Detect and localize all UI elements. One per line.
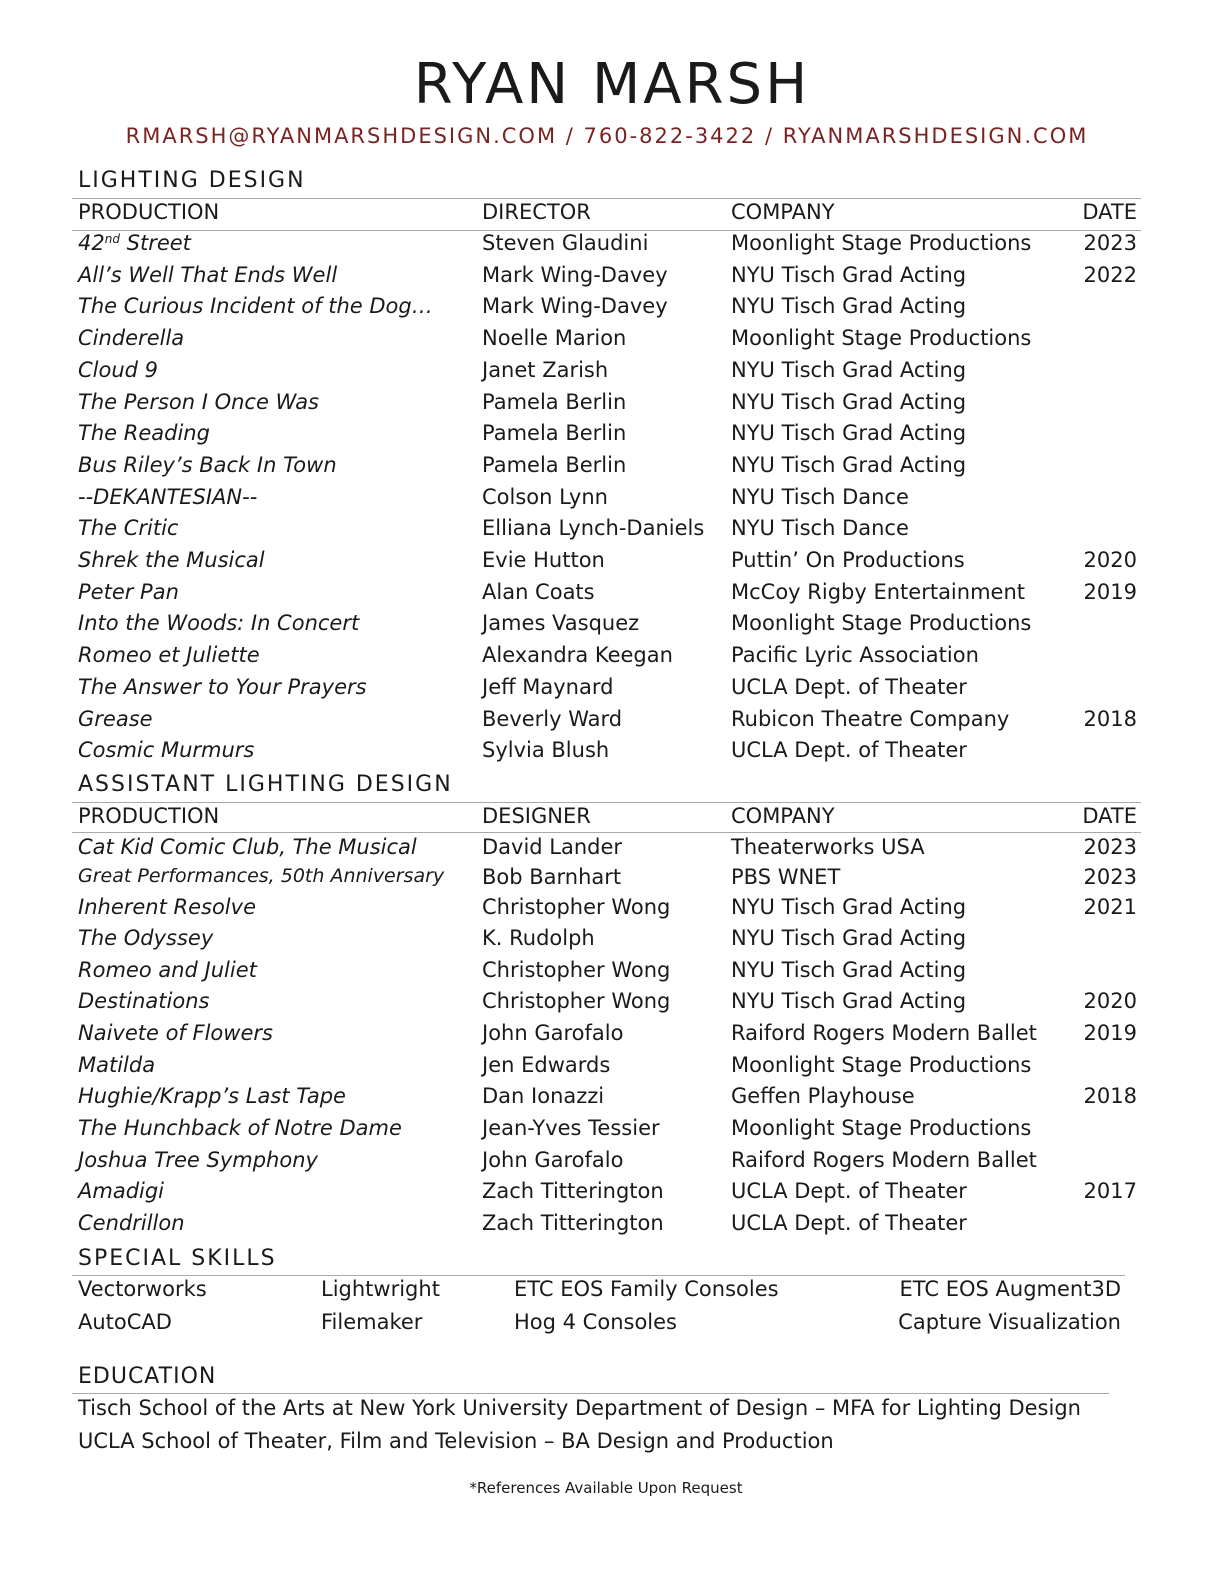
- table-row: [0, 1148, 1224, 1180]
- company-cell: UCLA Dept. of Theater: [731, 1179, 967, 1203]
- production-cell: The Answer to Your Prayers: [78, 674, 367, 699]
- person-cell: Pamela Berlin: [482, 421, 627, 446]
- production-cell: Great Performances, 50th Anniversary: [78, 865, 445, 887]
- person-cell: K. Rudolph: [482, 926, 595, 950]
- production-cell: All’s Well That Ends Well: [78, 262, 338, 287]
- company-cell: NYU Tisch Grad Acting: [731, 389, 967, 414]
- section-title-special-skills: SPECIAL SKILLS: [78, 1246, 277, 1271]
- company-cell: UCLA Dept. of Theater: [731, 674, 967, 699]
- person-cell: Christopher Wong: [482, 989, 671, 1013]
- table-row: [0, 895, 1224, 927]
- company-cell: Moonlight Stage Productions: [731, 231, 1032, 255]
- production-cell: Cloud 9: [78, 357, 159, 382]
- person-cell: John Garofalo: [482, 1148, 624, 1172]
- date-cell: 2018: [1083, 1084, 1137, 1108]
- date-cell: 2020: [1083, 548, 1137, 572]
- company-cell: NYU Tisch Dance: [731, 516, 909, 541]
- date-cell: 2023: [1083, 835, 1137, 859]
- person-cell: Jen Edwards: [482, 1053, 611, 1077]
- production-cell: The Odyssey: [78, 926, 214, 950]
- company-cell: NYU Tisch Grad Acting: [731, 357, 967, 382]
- company-cell: NYU Tisch Grad Acting: [731, 262, 967, 287]
- skill-item: Filemaker: [321, 1310, 423, 1334]
- references-note: *References Available Upon Request: [469, 1479, 743, 1497]
- person-cell: Christopher Wong: [482, 958, 671, 982]
- table-row: [0, 548, 1224, 580]
- table-row: [0, 926, 1224, 958]
- company-cell: Rubicon Theatre Company: [731, 706, 1010, 731]
- company-cell: UCLA Dept. of Theater: [731, 1211, 967, 1235]
- column-header-company: COMPANY: [731, 804, 835, 828]
- education-line: UCLA School of Theater, Film and Television – BA Design and Production: [78, 1429, 834, 1453]
- production-cell: Into the Woods: In Concert: [78, 611, 360, 636]
- table-row: [0, 294, 1224, 326]
- table-row: [0, 675, 1224, 707]
- date-cell: 2017: [1083, 1179, 1137, 1203]
- column-header-designer: DESIGNER: [482, 804, 591, 828]
- table-row: [0, 707, 1224, 739]
- table-row: [0, 485, 1224, 517]
- person-cell: John Garofalo: [482, 1021, 624, 1045]
- person-cell: Noelle Marion: [482, 326, 627, 351]
- production-cell: --DEKANTESIAN--: [78, 484, 258, 509]
- production-cell: Romeo and Juliet: [78, 958, 257, 982]
- skill-item: ETC EOS Family Consoles: [514, 1277, 779, 1301]
- person-cell: Jeff Maynard: [482, 674, 614, 699]
- table-row: [0, 958, 1224, 990]
- company-cell: Raiford Rogers Modern Ballet: [731, 1148, 1037, 1172]
- table-row: [0, 390, 1224, 422]
- person-cell: Zach Titterington: [482, 1211, 664, 1235]
- skill-item: ETC EOS Augment3D: [899, 1277, 1121, 1301]
- company-cell: UCLA Dept. of Theater: [731, 738, 967, 763]
- production-cell: Amadigi: [78, 1179, 165, 1203]
- skill-item: Hog 4 Consoles: [514, 1310, 677, 1334]
- date-cell: 2019: [1083, 579, 1137, 604]
- company-cell: NYU Tisch Grad Acting: [731, 958, 967, 982]
- education-line: Tisch School of the Arts at New York University Department of Design – MFA for Lighting Design: [78, 1396, 1081, 1420]
- table-row: [0, 643, 1224, 675]
- person-cell: Janet Zarish: [482, 357, 609, 382]
- company-cell: NYU Tisch Grad Acting: [731, 926, 967, 950]
- person-cell: Sylvia Blush: [482, 738, 610, 763]
- person-cell: Steven Glaudini: [482, 231, 649, 255]
- column-header-date: DATE: [1082, 804, 1137, 828]
- contact-line: RMARSH@RYANMARSHDESIGN.COM / 760-822-3422 / RYANMARSHDESIGN.COM: [125, 124, 1089, 148]
- person-cell: Mark Wing-Davey: [482, 262, 668, 287]
- table-row: [0, 835, 1224, 867]
- production-cell: The Hunchback of Notre Dame: [78, 1116, 402, 1140]
- production-cell: Naivete of Flowers: [78, 1021, 273, 1045]
- production-cell: The Person I Once Was: [78, 389, 319, 414]
- company-cell: NYU Tisch Grad Acting: [731, 452, 967, 477]
- company-cell: Moonlight Stage Productions: [731, 326, 1032, 351]
- person-cell: Mark Wing-Davey: [482, 294, 668, 319]
- production-cell: Grease: [78, 706, 153, 731]
- column-header-production: PRODUCTION: [78, 200, 220, 224]
- person-cell: Pamela Berlin: [482, 389, 627, 414]
- table-row: [0, 263, 1224, 295]
- company-cell: Moonlight Stage Productions: [731, 1053, 1032, 1077]
- column-header-director: DIRECTOR: [482, 200, 591, 224]
- skills-row: [0, 1277, 1224, 1309]
- production-cell: The Curious Incident of the Dog…: [78, 294, 433, 319]
- header-divider: [72, 832, 1141, 833]
- table-row: [0, 1116, 1224, 1148]
- person-cell: Elliana Lynch-Daniels: [482, 516, 705, 541]
- company-cell: NYU Tisch Grad Acting: [731, 895, 967, 919]
- table-row: [0, 611, 1224, 643]
- skill-item: Lightwright: [321, 1277, 440, 1301]
- date-cell: 2023: [1083, 231, 1137, 255]
- production-cell: The Critic: [78, 516, 179, 541]
- table-row: [0, 865, 1224, 897]
- company-cell: Pacific Lyric Association: [731, 643, 979, 668]
- person-cell: Bob Barnhart: [482, 865, 622, 889]
- production-cell: Hughie/Krapp’s Last Tape: [78, 1084, 346, 1108]
- company-cell: NYU Tisch Grad Acting: [731, 294, 967, 319]
- production-cell: [78, 231, 191, 255]
- skill-item: AutoCAD: [78, 1310, 172, 1334]
- table-header: [0, 200, 1224, 232]
- production-cell: Inherent Resolve: [78, 895, 256, 919]
- table-row: [0, 231, 1224, 263]
- company-cell: NYU Tisch Dance: [731, 484, 909, 509]
- section-title-assistant-lighting-design: ASSISTANT LIGHTING DESIGN: [78, 772, 453, 797]
- company-cell: Raiford Rogers Modern Ballet: [731, 1021, 1037, 1045]
- person-cell: Beverly Ward: [482, 706, 623, 731]
- column-header-company: COMPANY: [731, 200, 835, 224]
- production-cell: Romeo et Juliette: [78, 643, 260, 668]
- column-header-production: PRODUCTION: [78, 804, 220, 828]
- company-cell: Moonlight Stage Productions: [731, 1116, 1032, 1140]
- section-divider: [72, 802, 1141, 803]
- ordinal-suffix: nd: [104, 232, 120, 246]
- skills-row: [0, 1310, 1224, 1342]
- table-row: [0, 326, 1224, 358]
- section-title-lighting-design: LIGHTING DESIGN: [78, 168, 306, 193]
- person-cell: Zach Titterington: [482, 1179, 664, 1203]
- table-row: [0, 1211, 1224, 1243]
- production-cell: Destinations: [78, 989, 210, 1013]
- column-header-date: DATE: [1082, 200, 1137, 224]
- production-cell: The Reading: [78, 421, 210, 446]
- company-cell: PBS WNET: [731, 865, 841, 889]
- section-title-education: EDUCATION: [78, 1364, 217, 1389]
- date-cell: 2018: [1083, 706, 1137, 731]
- date-cell: 2020: [1083, 989, 1137, 1013]
- table-row: [0, 1179, 1224, 1211]
- person-cell: Colson Lynn: [482, 484, 608, 509]
- production-cell: Cat Kid Comic Club, The Musical: [78, 835, 417, 859]
- table-row: [0, 516, 1224, 548]
- person-cell: David Lander: [482, 835, 623, 859]
- table-row: [0, 1021, 1224, 1053]
- date-cell: 2021: [1083, 895, 1137, 919]
- skill-item: Capture Visualization: [898, 1310, 1121, 1334]
- section-divider: [72, 198, 1141, 199]
- table-row: [0, 358, 1224, 390]
- page-title: RYAN MARSH: [413, 52, 811, 117]
- section-divider: [72, 1393, 1109, 1394]
- production-cell: Shrek the Musical: [78, 548, 265, 572]
- production-cell: Joshua Tree Symphony: [78, 1148, 318, 1172]
- production-cell: Bus Riley’s Back In Town: [78, 452, 337, 477]
- production-title-rest: Street: [119, 231, 191, 255]
- table-row: [0, 989, 1224, 1021]
- company-cell: NYU Tisch Grad Acting: [731, 421, 967, 446]
- company-cell: Theaterworks USA: [731, 835, 925, 859]
- production-cell: Cendrillon: [78, 1211, 185, 1235]
- person-cell: Alexandra Keegan: [482, 643, 673, 668]
- table-row: [0, 738, 1224, 770]
- person-cell: Dan Ionazzi: [482, 1084, 605, 1108]
- date-cell: 2022: [1083, 262, 1137, 287]
- section-divider: [72, 1275, 1125, 1276]
- production-cell: Cosmic Murmurs: [78, 738, 255, 763]
- table-row: [0, 453, 1224, 485]
- person-cell: Evie Hutton: [482, 548, 605, 572]
- person-cell: Alan Coats: [482, 579, 595, 604]
- table-row: [0, 1084, 1224, 1116]
- production-number: 42: [78, 231, 105, 255]
- date-cell: 2023: [1083, 865, 1137, 889]
- person-cell: James Vasquez: [482, 611, 640, 636]
- production-cell: Peter Pan: [78, 579, 179, 604]
- person-cell: Christopher Wong: [482, 895, 671, 919]
- table-row: [0, 1053, 1224, 1085]
- company-cell: McCoy Rigby Entertainment: [731, 579, 1025, 604]
- person-cell: Pamela Berlin: [482, 452, 627, 477]
- company-cell: Geffen Playhouse: [731, 1084, 915, 1108]
- table-row: [0, 421, 1224, 453]
- date-cell: 2019: [1083, 1021, 1137, 1045]
- person-cell: Jean-Yves Tessier: [482, 1116, 660, 1140]
- production-cell: Cinderella: [78, 326, 185, 351]
- company-cell: NYU Tisch Grad Acting: [731, 989, 967, 1013]
- company-cell: Moonlight Stage Productions: [731, 611, 1032, 636]
- company-cell: Puttin’ On Productions: [731, 548, 965, 572]
- production-cell: Matilda: [78, 1053, 156, 1077]
- table-row: [0, 580, 1224, 612]
- skill-item: Vectorworks: [78, 1277, 207, 1301]
